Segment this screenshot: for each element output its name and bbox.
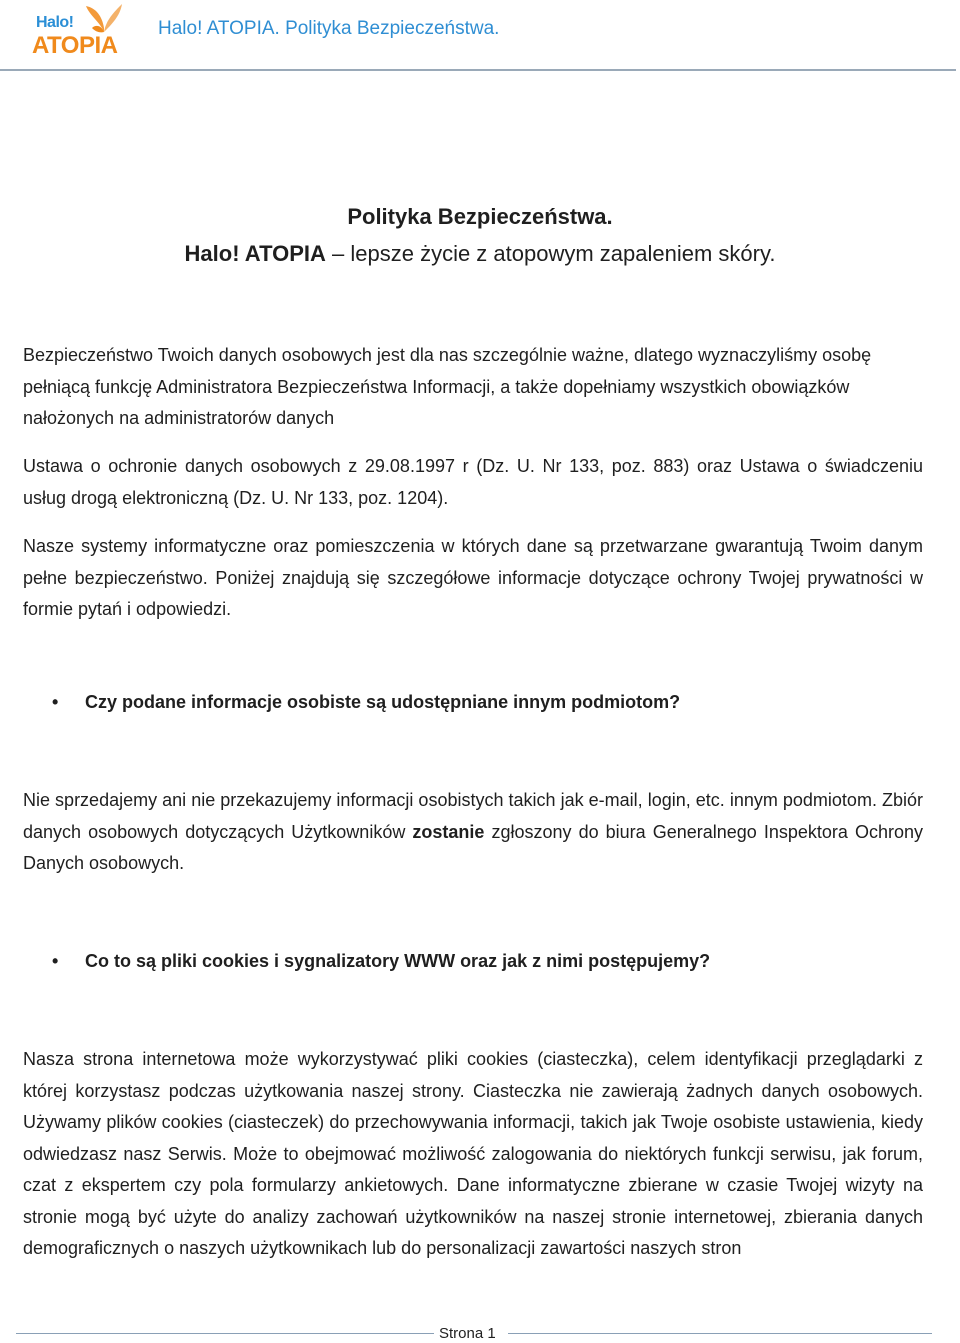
document-subtitle [0,241,960,267]
answer-1-bold: zostanie [412,821,485,842]
footer-divider-right [508,1333,932,1334]
page-header [0,0,960,72]
footer-divider-left [16,1333,434,1334]
logo-atopia-text: ATOPIA [32,32,118,59]
bullet-icon: • [52,692,59,712]
systems-paragraph: Nasze systemy informatyczne oraz pomieszczenia w których dane są przetwarzane gwarantują Twoim danym pełne bezpieczeństwo. Poniżej znajdują się szczegółowe informacje dotyczące ochrony Twojej prywatności w formie pytań i odpowiedzi. [23,536,923,619]
question-1-text: Czy podane informacje osobiste są udostępniane innym podmiotom? [85,692,681,712]
page-number: Strona 1 [439,1325,496,1342]
answer-1-part2: zgłoszony do biura Generalnego Inspektora Ochrony Danych osobowych. [23,821,923,873]
answer-2-paragraph: Nasza strona internetowa może wykorzystywać pliki cookies (ciasteczka), celem identyfikacji przeglądarki z której korzystasz podczas użytkowania naszej strony. Ciasteczka nie zawierają żadnych danych osobowych. Używamy plików cookies (ciasteczek) do przechowywania informacji, takich jak Twoje osobiste ustawienia, kiedy odwiedzasz nasz Serwis. Może to obejmować możliwość zalogowania do niektórych funkcji serwisu, jak forum, czat z ekspertem czy pola formularzy ankietowych. Dane informatyczne zbierane w czasie Twojej wizyty na stronie mogą być użyte do analizy zachowań użytkowników na naszej stronie internetowej, zbierania danych demograficznych o naszych użytkownikach lub do personalizacji zawartości naszych stron [23,1049,923,1258]
halo-atopia-logo [30,2,130,62]
header-divider [0,69,956,71]
question-2-text: Co to są pliki cookies i sygnalizatory WWW oraz jak z nimi postępujemy? [85,951,711,971]
butterfly-icon [82,2,126,36]
bullet-icon: • [52,951,59,971]
header-title: Halo! ATOPIA. Polityka Bezpieczeństwa. [158,18,500,39]
logo-halo-text: Halo! [36,14,74,31]
answer-1-paragraph [23,785,923,880]
subtitle-rest: – lepsze życie z atopowym zapaleniem skóry. [325,241,776,266]
law-paragraph: Ustawa o ochronie danych osobowych z 29.08.1997 r (Dz. U. Nr 133, poz. 883) oraz Ustawa o świadczeniu usług drogą elektroniczną (Dz. U. Nr 133, poz. 1204). [23,456,923,508]
subtitle-brand: Halo! ATOPIA [184,241,326,266]
intro-paragraph: Bezpieczeństwo Twoich danych osobowych jest dla nas szczególnie ważne, dlatego wyznaczyliśmy osobę pełniącą funkcję Administratora Bezpieczeństwa Informacji, a także dopełniamy wszystkich obowiązków nałożonych na administratorów danych [23,345,872,428]
answer-1-part1: Nie sprzedajemy ani nie przekazujemy informacji osobistych takich jak e-mail, login, etc. innym podmiotom. Zbiór danych osobowych dotyczących Użytkowników [23,790,923,842]
document-title: Polityka Bezpieczeństwa. [347,204,613,229]
